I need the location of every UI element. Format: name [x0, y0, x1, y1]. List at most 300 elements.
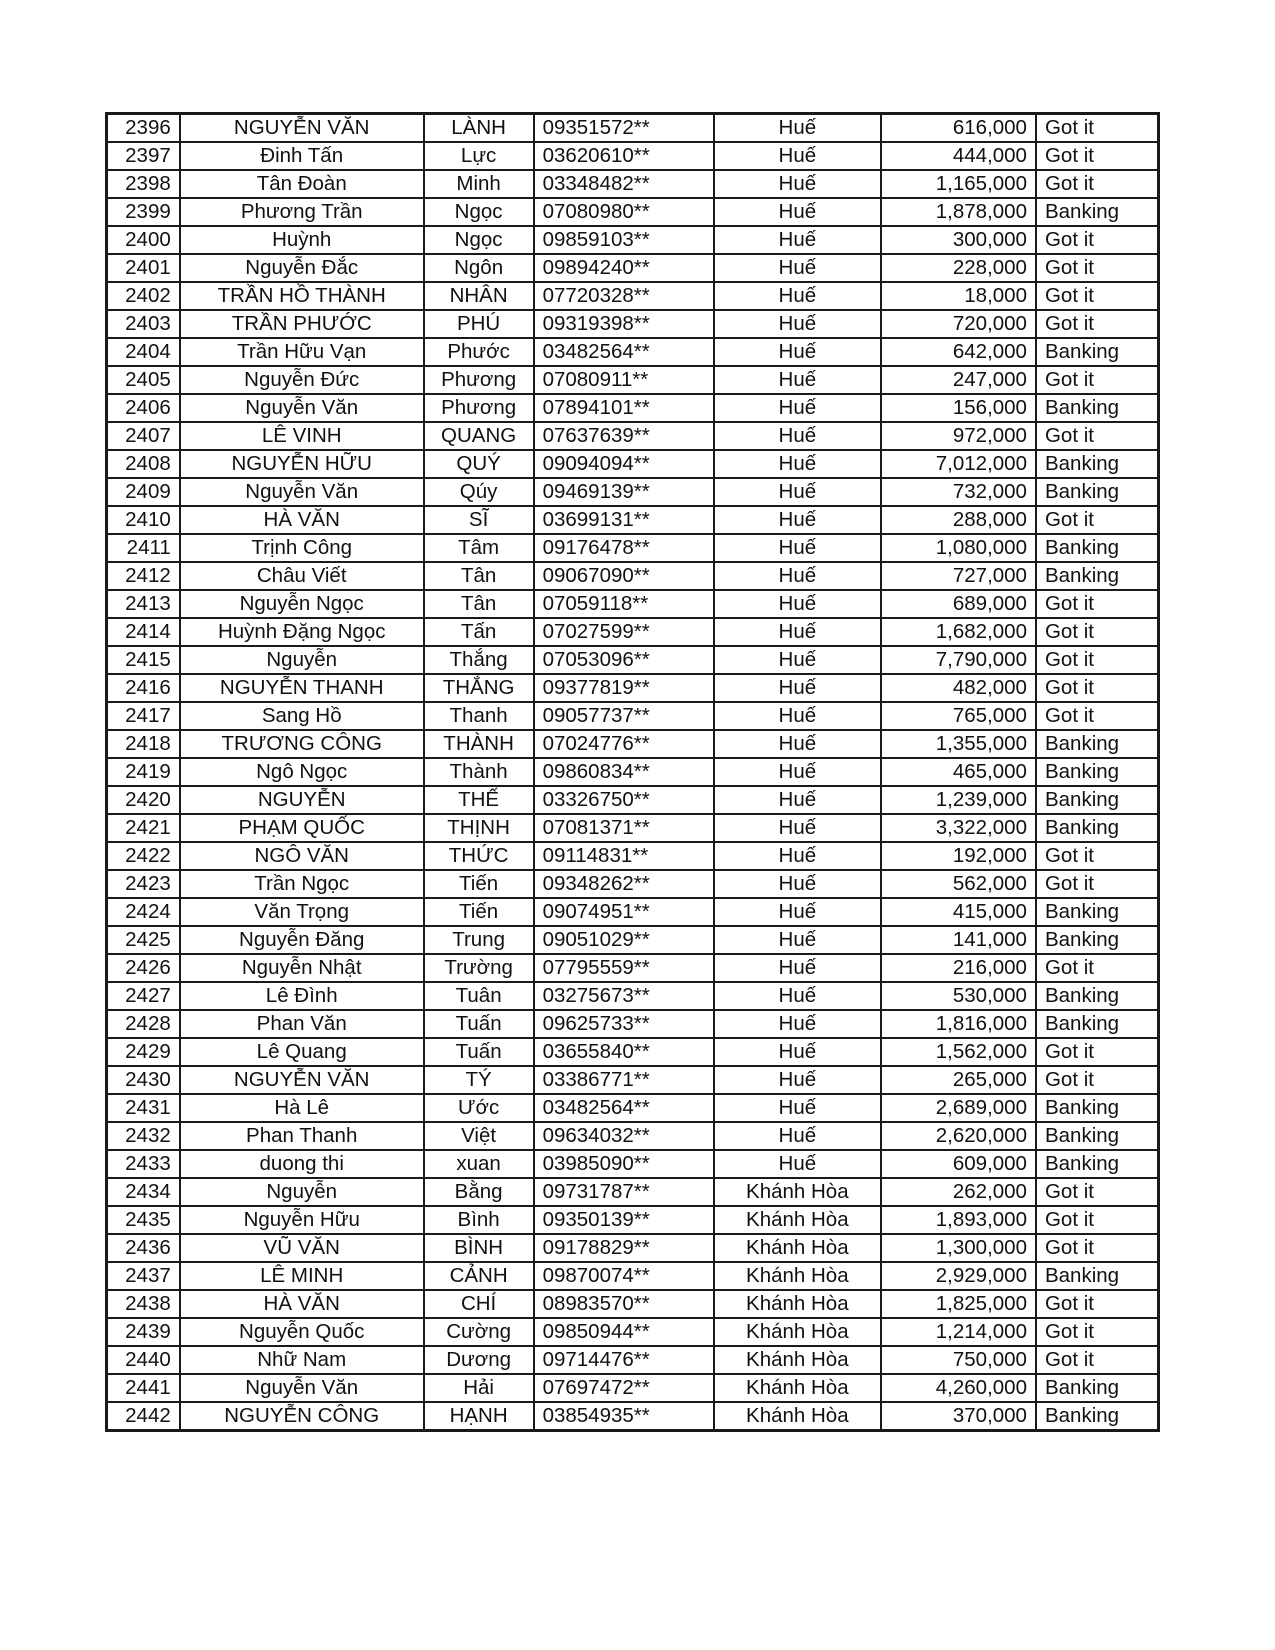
table-row	[107, 926, 1159, 954]
table-row	[107, 450, 1159, 478]
amount-cell: 3,322,000	[881, 814, 1036, 842]
last-middle-name-cell: Lê Quang	[180, 1038, 424, 1066]
row-number-cell: 2404	[107, 338, 180, 366]
payment-method-cell: Got it	[1036, 674, 1159, 702]
row-number-cell: 2425	[107, 926, 180, 954]
first-name-cell: Hải	[424, 1374, 534, 1402]
row-number-cell: 2438	[107, 1290, 180, 1318]
province-cell: Huế	[714, 870, 881, 898]
payment-method-cell: Banking	[1036, 1150, 1159, 1178]
payment-method-cell: Banking	[1036, 562, 1159, 590]
first-name-cell: Ước	[424, 1094, 534, 1122]
payment-method-cell: Got it	[1036, 1038, 1159, 1066]
province-cell: Huế	[714, 170, 881, 198]
table-row	[107, 310, 1159, 338]
last-middle-name-cell: Nguyễn Đắc	[180, 254, 424, 282]
phone-number-cell: 08983570**	[534, 1290, 714, 1318]
phone-number-cell: 09067090**	[534, 562, 714, 590]
phone-number-cell: 09176478**	[534, 534, 714, 562]
row-number-cell: 2415	[107, 646, 180, 674]
table-row	[107, 562, 1159, 590]
province-cell: Huế	[714, 338, 881, 366]
row-number-cell: 2416	[107, 674, 180, 702]
table-row	[107, 422, 1159, 450]
province-cell: Huế	[714, 814, 881, 842]
last-middle-name-cell: TRƯƠNG CÔNG	[180, 730, 424, 758]
table-row	[107, 1038, 1159, 1066]
last-middle-name-cell: Nguyễn	[180, 646, 424, 674]
phone-number-cell: 09859103**	[534, 226, 714, 254]
last-middle-name-cell: VŨ VĂN	[180, 1234, 424, 1262]
last-middle-name-cell: NGUYỄN CÔNG	[180, 1402, 424, 1431]
table-row	[107, 114, 1159, 143]
province-cell: Huế	[714, 618, 881, 646]
row-number-cell: 2420	[107, 786, 180, 814]
row-number-cell: 2437	[107, 1262, 180, 1290]
last-middle-name-cell: Nguyễn Hữu	[180, 1206, 424, 1234]
last-middle-name-cell: NGUYỄN THANH	[180, 674, 424, 702]
phone-number-cell: 07024776**	[534, 730, 714, 758]
phone-number-cell: 09377819**	[534, 674, 714, 702]
table-row	[107, 1346, 1159, 1374]
amount-cell: 247,000	[881, 366, 1036, 394]
payment-method-cell: Got it	[1036, 366, 1159, 394]
table-row	[107, 702, 1159, 730]
row-number-cell: 2400	[107, 226, 180, 254]
province-cell: Huế	[714, 590, 881, 618]
amount-cell: 2,929,000	[881, 1262, 1036, 1290]
first-name-cell: CHÍ	[424, 1290, 534, 1318]
last-middle-name-cell: Nguyễn Ngọc	[180, 590, 424, 618]
row-number-cell: 2409	[107, 478, 180, 506]
payment-method-cell: Got it	[1036, 1066, 1159, 1094]
table-row	[107, 674, 1159, 702]
province-cell: Huế	[714, 786, 881, 814]
last-middle-name-cell: Huỳnh	[180, 226, 424, 254]
phone-number-cell: 03699131**	[534, 506, 714, 534]
table-row	[107, 366, 1159, 394]
row-number-cell: 2430	[107, 1066, 180, 1094]
province-cell: Huế	[714, 534, 881, 562]
row-number-cell: 2440	[107, 1346, 180, 1374]
table-row	[107, 1178, 1159, 1206]
phone-number-cell: 07080911**	[534, 366, 714, 394]
amount-cell: 288,000	[881, 506, 1036, 534]
amount-cell: 216,000	[881, 954, 1036, 982]
last-middle-name-cell: Huỳnh Đặng Ngọc	[180, 618, 424, 646]
payment-method-cell: Banking	[1036, 758, 1159, 786]
amount-cell: 562,000	[881, 870, 1036, 898]
row-number-cell: 2405	[107, 366, 180, 394]
last-middle-name-cell: NGUYỄN	[180, 786, 424, 814]
last-middle-name-cell: Văn Trọng	[180, 898, 424, 926]
first-name-cell: QUANG	[424, 422, 534, 450]
table-row	[107, 1066, 1159, 1094]
row-number-cell: 2413	[107, 590, 180, 618]
phone-number-cell: 03482564**	[534, 338, 714, 366]
province-cell: Khánh Hòa	[714, 1402, 881, 1431]
last-middle-name-cell: Nguyễn Đức	[180, 366, 424, 394]
first-name-cell: Thành	[424, 758, 534, 786]
province-cell: Huế	[714, 282, 881, 310]
phone-number-cell: 03348482**	[534, 170, 714, 198]
amount-cell: 720,000	[881, 310, 1036, 338]
payment-method-cell: Banking	[1036, 478, 1159, 506]
province-cell: Khánh Hòa	[714, 1318, 881, 1346]
amount-cell: 1,878,000	[881, 198, 1036, 226]
first-name-cell: NHÂN	[424, 282, 534, 310]
last-middle-name-cell: Đinh Tấn	[180, 142, 424, 170]
amount-cell: 689,000	[881, 590, 1036, 618]
phone-number-cell: 09469139**	[534, 478, 714, 506]
first-name-cell: QUÝ	[424, 450, 534, 478]
first-name-cell: Minh	[424, 170, 534, 198]
payment-method-cell: Banking	[1036, 786, 1159, 814]
amount-cell: 1,214,000	[881, 1318, 1036, 1346]
row-number-cell: 2433	[107, 1150, 180, 1178]
last-middle-name-cell: HÀ VĂN	[180, 506, 424, 534]
phone-number-cell: 09850944**	[534, 1318, 714, 1346]
province-cell: Huế	[714, 842, 881, 870]
province-cell: Huế	[714, 478, 881, 506]
last-middle-name-cell: LÊ MINH	[180, 1262, 424, 1290]
last-middle-name-cell: NGUYỄN HỮU	[180, 450, 424, 478]
province-cell: Huế	[714, 730, 881, 758]
phone-number-cell: 09860834**	[534, 758, 714, 786]
row-number-cell: 2435	[107, 1206, 180, 1234]
first-name-cell: Tâm	[424, 534, 534, 562]
table-row	[107, 170, 1159, 198]
last-middle-name-cell: Trịnh Công	[180, 534, 424, 562]
province-cell: Huế	[714, 646, 881, 674]
first-name-cell: xuan	[424, 1150, 534, 1178]
payment-method-cell: Banking	[1036, 534, 1159, 562]
amount-cell: 1,239,000	[881, 786, 1036, 814]
province-cell: Khánh Hòa	[714, 1290, 881, 1318]
amount-cell: 642,000	[881, 338, 1036, 366]
amount-cell: 265,000	[881, 1066, 1036, 1094]
payment-method-cell: Banking	[1036, 338, 1159, 366]
amount-cell: 415,000	[881, 898, 1036, 926]
payment-method-cell: Got it	[1036, 842, 1159, 870]
table-row	[107, 758, 1159, 786]
table-row	[107, 646, 1159, 674]
last-middle-name-cell: Ngô Ngọc	[180, 758, 424, 786]
last-middle-name-cell: NGUYỄN VĂN	[180, 1066, 424, 1094]
payment-method-cell: Got it	[1036, 226, 1159, 254]
last-middle-name-cell: Trần Hữu Vạn	[180, 338, 424, 366]
row-number-cell: 2399	[107, 198, 180, 226]
amount-cell: 972,000	[881, 422, 1036, 450]
amount-cell: 1,355,000	[881, 730, 1036, 758]
row-number-cell: 2431	[107, 1094, 180, 1122]
province-cell: Huế	[714, 926, 881, 954]
phone-number-cell: 09057737**	[534, 702, 714, 730]
province-cell: Huế	[714, 674, 881, 702]
phone-number-cell: 09094094**	[534, 450, 714, 478]
table-row	[107, 1010, 1159, 1038]
last-middle-name-cell: Tân Đoàn	[180, 170, 424, 198]
table-row	[107, 842, 1159, 870]
first-name-cell: Qúy	[424, 478, 534, 506]
table-row	[107, 478, 1159, 506]
last-middle-name-cell: Nguyễn Quốc	[180, 1318, 424, 1346]
province-cell: Khánh Hòa	[714, 1234, 881, 1262]
first-name-cell: Phương	[424, 394, 534, 422]
last-middle-name-cell: Nguyễn Nhật	[180, 954, 424, 982]
row-number-cell: 2442	[107, 1402, 180, 1431]
first-name-cell: BÌNH	[424, 1234, 534, 1262]
table-row	[107, 198, 1159, 226]
last-middle-name-cell: PHẠM QUỐC	[180, 814, 424, 842]
amount-cell: 530,000	[881, 982, 1036, 1010]
amount-cell: 228,000	[881, 254, 1036, 282]
table-row	[107, 618, 1159, 646]
phone-number-cell: 03386771**	[534, 1066, 714, 1094]
province-cell: Huế	[714, 1094, 881, 1122]
last-middle-name-cell: HÀ VĂN	[180, 1290, 424, 1318]
payment-method-cell: Banking	[1036, 926, 1159, 954]
amount-cell: 727,000	[881, 562, 1036, 590]
first-name-cell: SĨ	[424, 506, 534, 534]
table-row	[107, 1262, 1159, 1290]
phone-number-cell: 07053096**	[534, 646, 714, 674]
payment-method-cell: Banking	[1036, 450, 1159, 478]
row-number-cell: 2436	[107, 1234, 180, 1262]
amount-cell: 732,000	[881, 478, 1036, 506]
province-cell: Huế	[714, 982, 881, 1010]
last-middle-name-cell: duong thi	[180, 1150, 424, 1178]
payment-method-cell: Banking	[1036, 814, 1159, 842]
row-number-cell: 2411	[107, 534, 180, 562]
row-number-cell: 2421	[107, 814, 180, 842]
payment-method-cell: Banking	[1036, 1402, 1159, 1431]
payment-method-cell: Banking	[1036, 1010, 1159, 1038]
first-name-cell: THẮNG	[424, 674, 534, 702]
first-name-cell: Ngọc	[424, 226, 534, 254]
table-row	[107, 506, 1159, 534]
province-cell: Huế	[714, 1010, 881, 1038]
payment-method-cell: Got it	[1036, 590, 1159, 618]
phone-number-cell: 09348262**	[534, 870, 714, 898]
first-name-cell: Tuấn	[424, 1038, 534, 1066]
phone-number-cell: 09114831**	[534, 842, 714, 870]
province-cell: Huế	[714, 1122, 881, 1150]
first-name-cell: Tiến	[424, 870, 534, 898]
row-number-cell: 2408	[107, 450, 180, 478]
amount-cell: 444,000	[881, 142, 1036, 170]
province-cell: Huế	[714, 758, 881, 786]
phone-number-cell: 07080980**	[534, 198, 714, 226]
payment-method-cell: Got it	[1036, 1318, 1159, 1346]
phone-number-cell: 09894240**	[534, 254, 714, 282]
phone-number-cell: 09351572**	[534, 114, 714, 143]
province-cell: Huế	[714, 702, 881, 730]
payment-method-cell: Banking	[1036, 1094, 1159, 1122]
row-number-cell: 2432	[107, 1122, 180, 1150]
phone-number-cell: 07894101**	[534, 394, 714, 422]
first-name-cell: Ngôn	[424, 254, 534, 282]
phone-number-cell: 09870074**	[534, 1262, 714, 1290]
phone-number-cell: 03985090**	[534, 1150, 714, 1178]
payment-method-cell: Banking	[1036, 1374, 1159, 1402]
payment-method-cell: Banking	[1036, 1122, 1159, 1150]
row-number-cell: 2426	[107, 954, 180, 982]
table-row	[107, 1374, 1159, 1402]
row-number-cell: 2422	[107, 842, 180, 870]
province-cell: Huế	[714, 1038, 881, 1066]
first-name-cell: Bình	[424, 1206, 534, 1234]
payment-method-cell: Banking	[1036, 982, 1159, 1010]
phone-number-cell: 09634032**	[534, 1122, 714, 1150]
row-number-cell: 2396	[107, 114, 180, 143]
province-cell: Khánh Hòa	[714, 1374, 881, 1402]
amount-cell: 156,000	[881, 394, 1036, 422]
row-number-cell: 2441	[107, 1374, 180, 1402]
first-name-cell: TÝ	[424, 1066, 534, 1094]
payment-method-cell: Got it	[1036, 170, 1159, 198]
first-name-cell: Tân	[424, 590, 534, 618]
row-number-cell: 2439	[107, 1318, 180, 1346]
table-row	[107, 730, 1159, 758]
phone-number-cell: 03620610**	[534, 142, 714, 170]
first-name-cell: Tuấn	[424, 1010, 534, 1038]
last-middle-name-cell: Lê Đình	[180, 982, 424, 1010]
payment-method-cell: Got it	[1036, 954, 1159, 982]
first-name-cell: CẢNH	[424, 1262, 534, 1290]
row-number-cell: 2429	[107, 1038, 180, 1066]
phone-number-cell: 03326750**	[534, 786, 714, 814]
phone-number-cell: 09319398**	[534, 310, 714, 338]
first-name-cell: THẾ	[424, 786, 534, 814]
last-middle-name-cell: Nhữ Nam	[180, 1346, 424, 1374]
province-cell: Huế	[714, 226, 881, 254]
table-row	[107, 1122, 1159, 1150]
row-number-cell: 2406	[107, 394, 180, 422]
phone-number-cell: 03854935**	[534, 1402, 714, 1431]
payment-method-cell: Got it	[1036, 114, 1159, 143]
phone-number-cell: 09051029**	[534, 926, 714, 954]
last-middle-name-cell: LÊ VINH	[180, 422, 424, 450]
province-cell: Huế	[714, 898, 881, 926]
payment-method-cell: Banking	[1036, 394, 1159, 422]
amount-cell: 7,012,000	[881, 450, 1036, 478]
last-middle-name-cell: Trần Ngọc	[180, 870, 424, 898]
phone-number-cell: 07637639**	[534, 422, 714, 450]
amount-cell: 750,000	[881, 1346, 1036, 1374]
province-cell: Huế	[714, 422, 881, 450]
table-row	[107, 142, 1159, 170]
phone-number-cell: 09731787**	[534, 1178, 714, 1206]
first-name-cell: Tân	[424, 562, 534, 590]
last-middle-name-cell: Sang Hồ	[180, 702, 424, 730]
last-middle-name-cell: Nguyễn Văn	[180, 1374, 424, 1402]
first-name-cell: Việt	[424, 1122, 534, 1150]
payment-method-cell: Got it	[1036, 646, 1159, 674]
province-cell: Khánh Hòa	[714, 1178, 881, 1206]
amount-cell: 609,000	[881, 1150, 1036, 1178]
row-number-cell: 2434	[107, 1178, 180, 1206]
last-middle-name-cell: Phan Thanh	[180, 1122, 424, 1150]
amount-cell: 7,790,000	[881, 646, 1036, 674]
table-row	[107, 870, 1159, 898]
first-name-cell: LÀNH	[424, 114, 534, 143]
phone-number-cell: 09178829**	[534, 1234, 714, 1262]
province-cell: Huế	[714, 254, 881, 282]
table-row	[107, 1094, 1159, 1122]
phone-number-cell: 03655840**	[534, 1038, 714, 1066]
first-name-cell: Dương	[424, 1346, 534, 1374]
amount-cell: 465,000	[881, 758, 1036, 786]
province-cell: Khánh Hòa	[714, 1262, 881, 1290]
amount-cell: 1,080,000	[881, 534, 1036, 562]
phone-number-cell: 07027599**	[534, 618, 714, 646]
amount-cell: 1,825,000	[881, 1290, 1036, 1318]
province-cell: Huế	[714, 954, 881, 982]
payment-method-cell: Got it	[1036, 1178, 1159, 1206]
winners-table	[105, 112, 1160, 1432]
phone-number-cell: 03482564**	[534, 1094, 714, 1122]
phone-number-cell: 09074951**	[534, 898, 714, 926]
amount-cell: 765,000	[881, 702, 1036, 730]
phone-number-cell: 07697472**	[534, 1374, 714, 1402]
first-name-cell: Phương	[424, 366, 534, 394]
table-row	[107, 954, 1159, 982]
payment-method-cell: Got it	[1036, 282, 1159, 310]
row-number-cell: 2398	[107, 170, 180, 198]
row-number-cell: 2418	[107, 730, 180, 758]
row-number-cell: 2428	[107, 1010, 180, 1038]
payment-method-cell: Got it	[1036, 254, 1159, 282]
table-row	[107, 786, 1159, 814]
table-row	[107, 982, 1159, 1010]
amount-cell: 18,000	[881, 282, 1036, 310]
phone-number-cell: 07720328**	[534, 282, 714, 310]
last-middle-name-cell: Nguyễn Văn	[180, 394, 424, 422]
table-row	[107, 394, 1159, 422]
table-row	[107, 1234, 1159, 1262]
row-number-cell: 2417	[107, 702, 180, 730]
first-name-cell: PHÚ	[424, 310, 534, 338]
payment-method-cell: Got it	[1036, 1234, 1159, 1262]
last-middle-name-cell: Châu Viết	[180, 562, 424, 590]
table-row	[107, 1318, 1159, 1346]
row-number-cell: 2423	[107, 870, 180, 898]
amount-cell: 192,000	[881, 842, 1036, 870]
row-number-cell: 2410	[107, 506, 180, 534]
table-row	[107, 226, 1159, 254]
last-middle-name-cell: TRẦN HỒ THÀNH	[180, 282, 424, 310]
table-row	[107, 1150, 1159, 1178]
table-row	[107, 1206, 1159, 1234]
first-name-cell: Bằng	[424, 1178, 534, 1206]
amount-cell: 262,000	[881, 1178, 1036, 1206]
row-number-cell: 2427	[107, 982, 180, 1010]
first-name-cell: Tuân	[424, 982, 534, 1010]
first-name-cell: Tiến	[424, 898, 534, 926]
province-cell: Huế	[714, 310, 881, 338]
phone-number-cell: 07081371**	[534, 814, 714, 842]
amount-cell: 482,000	[881, 674, 1036, 702]
phone-number-cell: 09714476**	[534, 1346, 714, 1374]
first-name-cell: Lực	[424, 142, 534, 170]
phone-number-cell: 03275673**	[534, 982, 714, 1010]
table-row	[107, 898, 1159, 926]
phone-number-cell: 09350139**	[534, 1206, 714, 1234]
first-name-cell: Thanh	[424, 702, 534, 730]
province-cell: Huế	[714, 506, 881, 534]
table-row	[107, 1290, 1159, 1318]
